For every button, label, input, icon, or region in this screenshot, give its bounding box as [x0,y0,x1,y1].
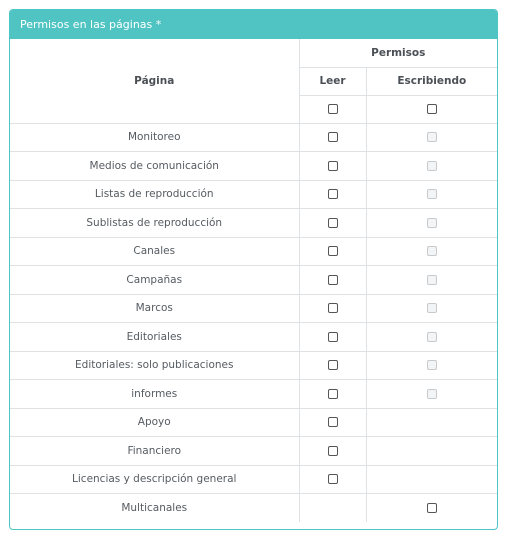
read-checkbox[interactable] [328,474,338,484]
read-checkbox[interactable] [328,446,338,456]
page-name-cell: Licencias y descripción general [10,465,299,494]
write-checkbox [427,303,437,313]
read-permission-cell [299,266,366,295]
table-row [10,380,497,409]
read-checkbox[interactable] [328,189,338,199]
write-permission-cell [366,209,497,238]
page-name-cell: Campañas [10,266,299,295]
write-checkbox [427,132,437,142]
read-permission-cell [299,351,366,380]
write-checkbox [427,189,437,199]
write-permission-cell [366,351,497,380]
read-checkbox[interactable] [328,161,338,171]
table-row [10,494,497,523]
page-name-cell: Monitoreo [10,123,299,152]
read-permission-cell [299,408,366,437]
write-permission-cell [366,494,497,523]
read-permission-cell [299,465,366,494]
page-name-cell: Marcos [10,294,299,323]
read-permission-cell [299,323,366,352]
table-row [10,237,497,266]
select-all-write-cell [366,95,497,123]
write-permission-cell [366,123,497,152]
read-checkbox[interactable] [328,218,338,228]
column-header-write: Escribiendo [366,67,497,95]
write-permission-cell [366,380,497,409]
table-row [10,323,497,352]
column-header-read: Leer [299,67,366,95]
write-permission-cell [366,266,497,295]
select-all-read-cell [299,95,366,123]
page-name-cell: Listas de reproducción [10,180,299,209]
read-permission-cell [299,494,366,523]
write-checkbox [427,161,437,171]
table-row [10,351,497,380]
page-name-cell: Apoyo [10,408,299,437]
write-checkbox [427,218,437,228]
write-checkbox [427,389,437,399]
select-all-write-checkbox[interactable] [427,104,437,114]
write-permission-cell [366,180,497,209]
read-checkbox[interactable] [328,275,338,285]
write-checkbox [427,275,437,285]
page-name-cell: informes [10,380,299,409]
write-permission-cell [366,294,497,323]
write-permission-cell [366,437,497,466]
read-permission-cell [299,152,366,181]
write-permission-cell [366,237,497,266]
table-row [10,465,497,494]
table-row [10,266,497,295]
write-checkbox[interactable] [427,503,437,513]
page-name-cell: Editoriales [10,323,299,352]
permissions-rows [10,123,497,522]
read-checkbox[interactable] [328,360,338,370]
write-permission-cell [366,408,497,437]
read-permission-cell [299,237,366,266]
read-checkbox[interactable] [328,417,338,427]
read-checkbox[interactable] [328,132,338,142]
read-checkbox[interactable] [328,389,338,399]
read-checkbox[interactable] [328,303,338,313]
page-name-cell: Financiero [10,437,299,466]
table-row [10,180,497,209]
page-name-cell: Sublistas de reproducción [10,209,299,238]
write-checkbox [427,332,437,342]
permissions-panel [9,9,498,530]
table-row [10,437,497,466]
select-all-read-checkbox[interactable] [328,104,338,114]
column-header-permissions: Permisos [299,39,497,67]
read-checkbox[interactable] [328,246,338,256]
permissions-table [10,39,497,522]
table-row [10,209,497,238]
write-permission-cell [366,465,497,494]
read-permission-cell [299,209,366,238]
table-row [10,294,497,323]
page-name-cell: Medios de comunicación [10,152,299,181]
page-name-cell: Editoriales: solo publicaciones [10,351,299,380]
write-checkbox [427,360,437,370]
read-permission-cell [299,437,366,466]
read-permission-cell [299,294,366,323]
read-permission-cell [299,180,366,209]
table-row [10,152,497,181]
table-row [10,123,497,152]
write-permission-cell [366,152,497,181]
write-permission-cell [366,323,497,352]
column-header-page: Página [10,39,299,123]
read-permission-cell [299,380,366,409]
read-checkbox[interactable] [328,332,338,342]
write-checkbox [427,246,437,256]
read-permission-cell [299,123,366,152]
table-row [10,408,497,437]
page-name-cell: Canales [10,237,299,266]
panel-title: Permisos en las páginas * [10,10,497,39]
page-name-cell: Multicanales [10,494,299,523]
